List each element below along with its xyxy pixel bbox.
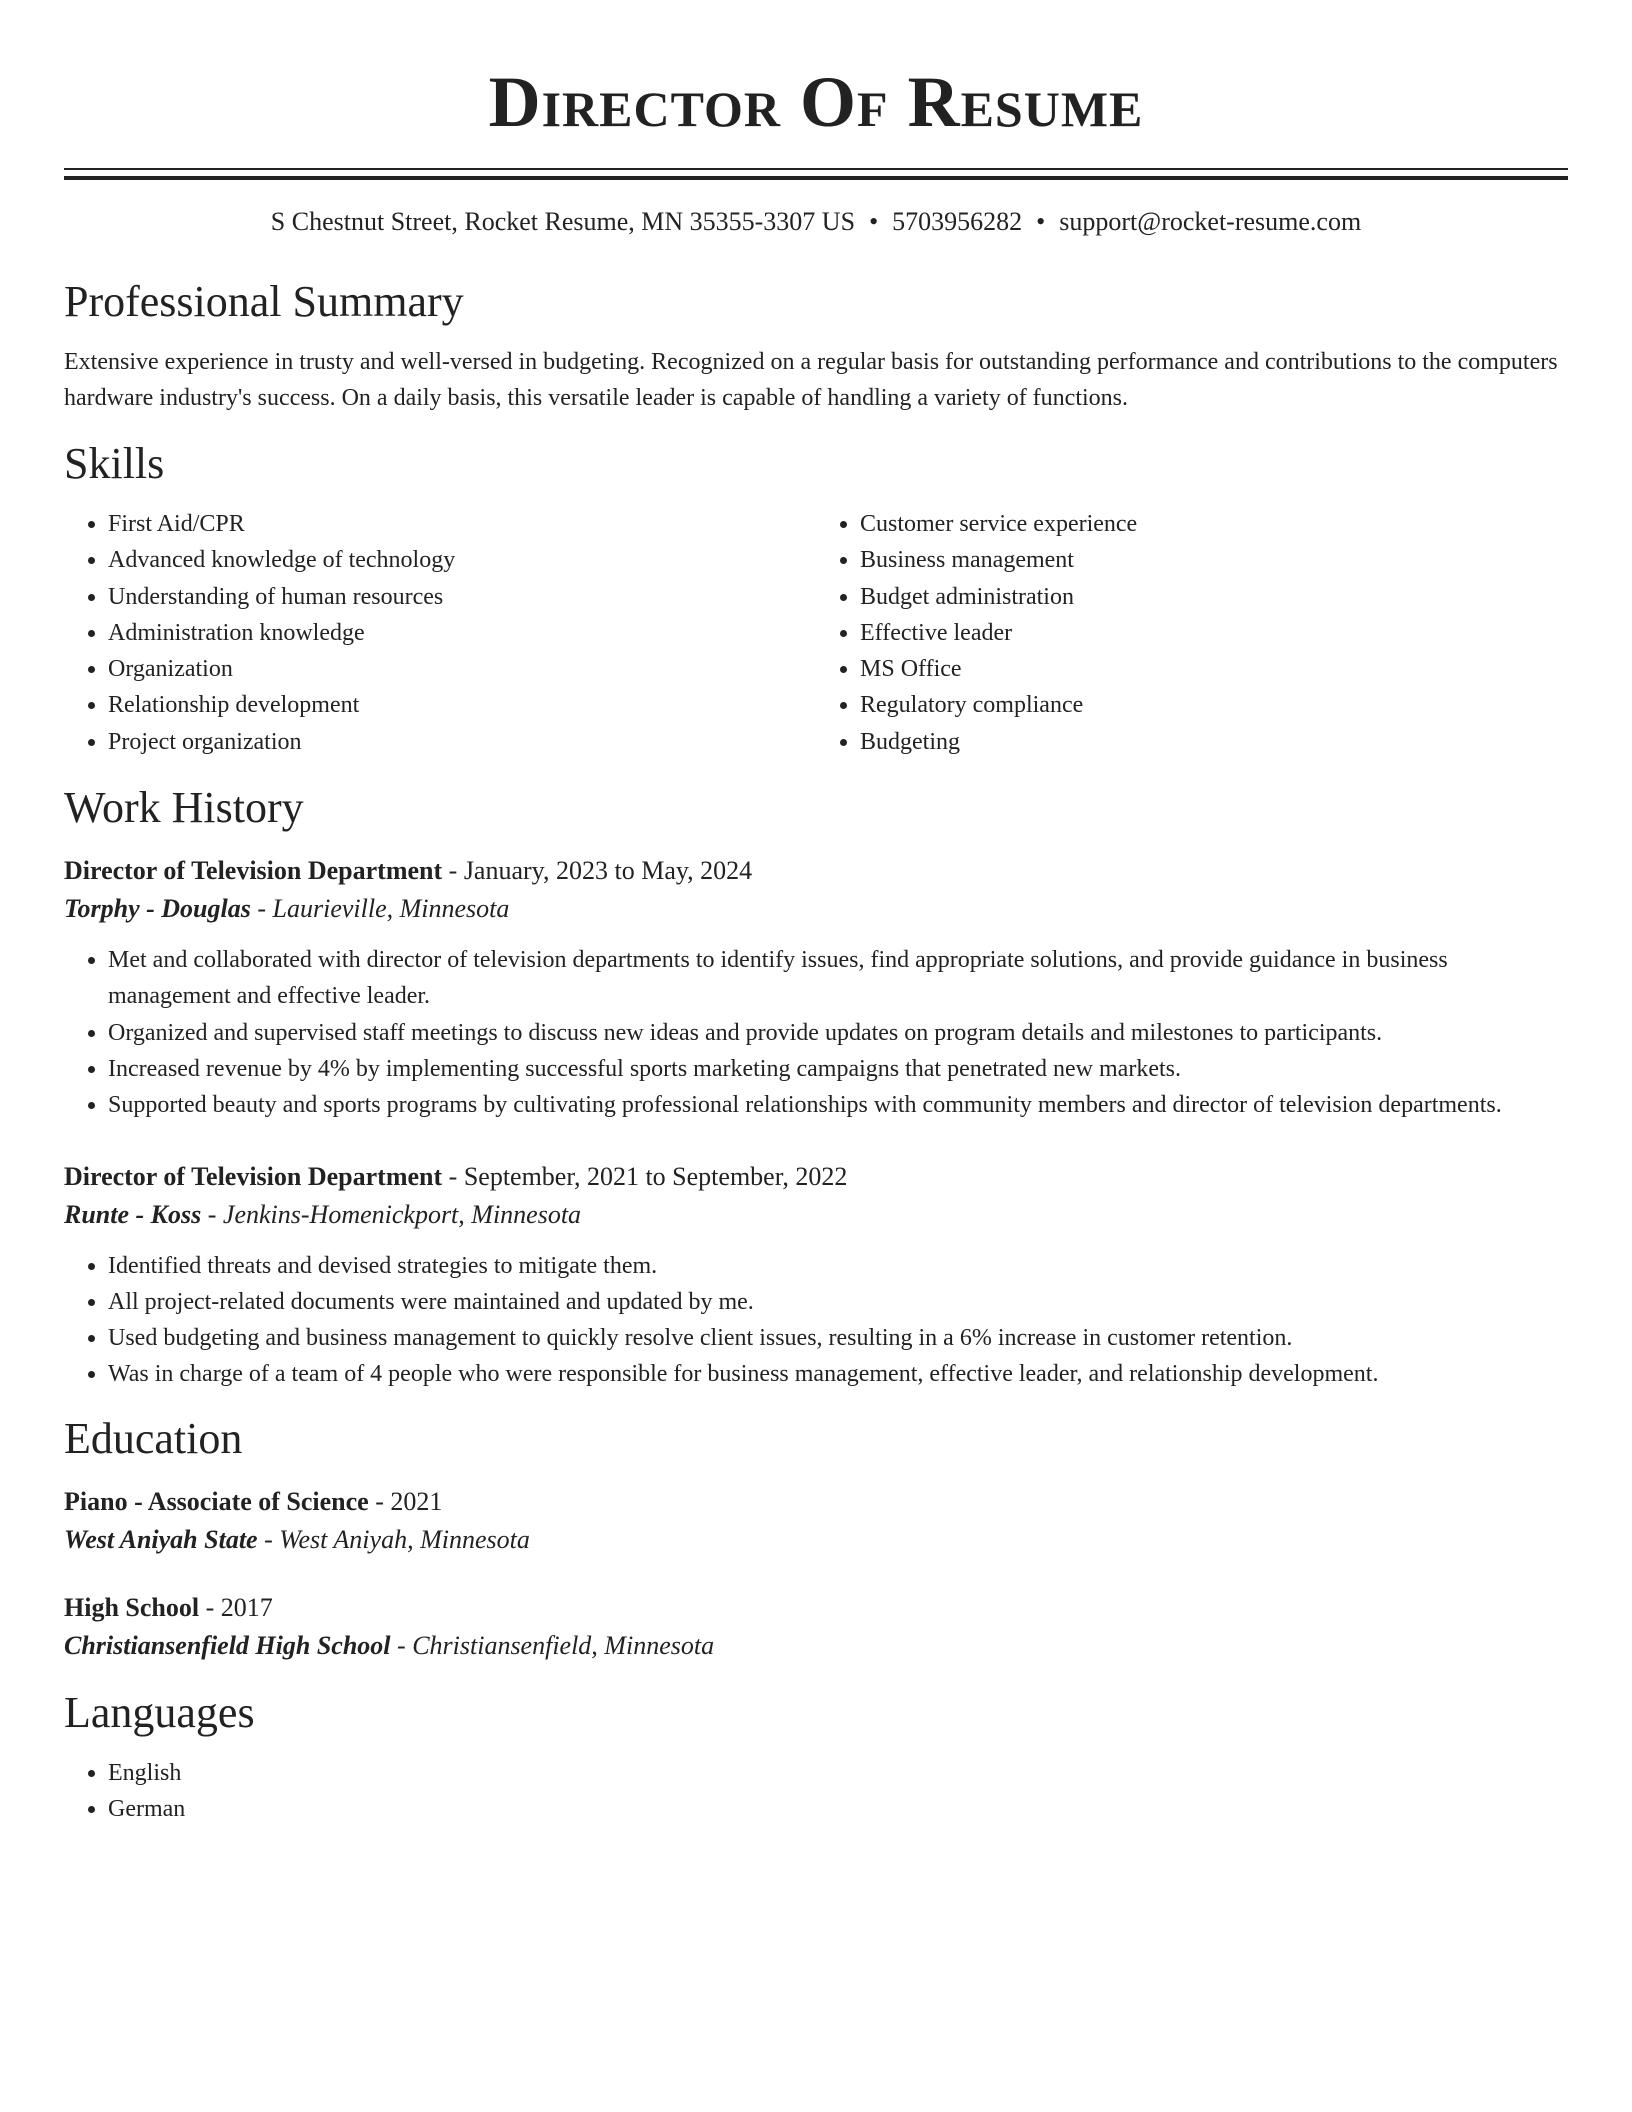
job-entry — [64, 1158, 1568, 1393]
job-bullet: • Increased revenue by 4% by implementing successful sports marketing campaigns that penetrated new markets. — [108, 1051, 1568, 1087]
job-company-line — [64, 1196, 1568, 1234]
summary-text: Extensive experience in trusty and well-versed in budgeting. Recognized on a regular basis for outstanding performance and contributions to the computers hardware industry's success. On a daily basis, this versatile leader is capable of handling a variety of functions. — [64, 349, 1558, 411]
education-school-line — [64, 1627, 1568, 1665]
work-history-section — [64, 782, 1568, 1393]
education-entry — [64, 1589, 1568, 1665]
job-dates: - January, 2023 to May, 2024 — [442, 856, 753, 886]
education-degree-line — [64, 1589, 1568, 1627]
skill-item: • Administration knowledge — [108, 615, 816, 651]
contact-phone[interactable]: 5703956282 — [892, 207, 1023, 236]
skills-list-left — [64, 506, 816, 760]
languages-heading: Languages — [64, 1687, 255, 1737]
contact-separator: • — [869, 207, 879, 236]
contact-separator: • — [1036, 207, 1046, 236]
work-history-heading: Work History — [64, 783, 304, 833]
education-location: - Christiansenfield, Minnesota — [390, 1630, 715, 1660]
job-company: Torphy - Douglas — [64, 894, 251, 924]
resume-title: Director Of Resume — [488, 62, 1144, 142]
education-section — [64, 1413, 1568, 1665]
skill-item: • Business management — [860, 542, 1568, 578]
job-bullet: • Met and collaborated with director of television departments to identify issues, find appropriate solutions, and provide guidance in business management and effective leader. — [108, 942, 1568, 1015]
skill-item: • Regulatory compliance — [860, 687, 1568, 723]
skill-item: • Advanced knowledge of technology — [108, 542, 816, 578]
job-title: Director of Television Department — [64, 1161, 443, 1191]
job-title: Director of Television Department — [64, 856, 443, 886]
job-title-line — [64, 852, 1568, 890]
job-bullet: • Was in charge of a team of 4 people who were responsible for business management, effective leader, and relationship development. — [108, 1356, 1568, 1392]
languages-section — [64, 1687, 1568, 1828]
education-degree: High School — [64, 1592, 200, 1622]
language-item: • German — [108, 1791, 1568, 1827]
job-location: - Laurieville, Minnesota — [250, 894, 510, 924]
job-entry — [64, 852, 1568, 1123]
job-title-line — [64, 1158, 1568, 1196]
job-bullet: • Identified threats and devised strategies to mitigate them. — [108, 1248, 1568, 1284]
title-divider — [64, 168, 1568, 180]
contact-email[interactable]: support@rocket-resume.com — [1059, 207, 1362, 236]
job-bullet: • Organized and supervised staff meetings to discuss new ideas and provide updates on program details and milestones to participants. — [108, 1015, 1568, 1051]
education-entry — [64, 1483, 1568, 1559]
skills-section — [64, 438, 1568, 760]
skills-columns — [64, 506, 1568, 760]
education-year: - 2017 — [199, 1592, 273, 1622]
job-bullet: • All project-related documents were maintained and updated by me. — [108, 1284, 1568, 1320]
languages-list — [64, 1755, 1568, 1828]
language-item: • English — [108, 1755, 1568, 1791]
education-location: - West Aniyah, Minnesota — [257, 1524, 530, 1554]
resume-page — [64, 0, 1568, 1827]
education-degree-line — [64, 1483, 1568, 1521]
skill-item: • MS Office — [860, 651, 1568, 687]
education-heading: Education — [64, 1413, 243, 1463]
contact-address: S Chestnut Street, Rocket Resume, MN 35355-3307 US — [270, 207, 856, 236]
skill-item: • Effective leader — [860, 615, 1568, 651]
skill-item: • Understanding of human resources — [108, 579, 816, 615]
job-dates: - September, 2021 to September, 2022 — [442, 1161, 848, 1191]
skill-item: • Budget administration — [860, 579, 1568, 615]
skill-item: • Budgeting — [860, 724, 1568, 760]
job-bullets — [64, 942, 1568, 1123]
skills-list-right — [816, 506, 1568, 760]
job-bullet: • Used budgeting and business management to quickly resolve client issues, resulting in a 6% increase in customer retention. — [108, 1320, 1568, 1356]
education-school: West Aniyah State — [64, 1524, 258, 1554]
job-location: - Jenkins-Homenickport, Minnesota — [201, 1199, 582, 1229]
skills-heading: Skills — [64, 439, 165, 488]
skill-item: • First Aid/CPR — [108, 506, 816, 542]
skill-item: • Organization — [108, 651, 816, 687]
education-school: Christiansenfield High School — [64, 1630, 391, 1660]
skill-item: • Relationship development — [108, 687, 816, 723]
summary-section — [64, 276, 1568, 416]
education-year: - 2021 — [368, 1486, 443, 1516]
summary-heading: Professional Summary — [64, 277, 464, 326]
job-bullets — [64, 1248, 1568, 1393]
contact-line — [64, 204, 1568, 240]
skill-item: • Project organization — [108, 724, 816, 760]
job-bullet: • Supported beauty and sports programs by cultivating professional relationships with community members and director of television departments. — [108, 1087, 1568, 1123]
education-degree: Piano - Associate of Science — [64, 1486, 369, 1516]
education-school-line — [64, 1521, 1568, 1559]
job-company: Runte - Koss — [64, 1199, 202, 1229]
skill-item: • Customer service experience — [860, 506, 1568, 542]
job-company-line — [64, 890, 1568, 928]
